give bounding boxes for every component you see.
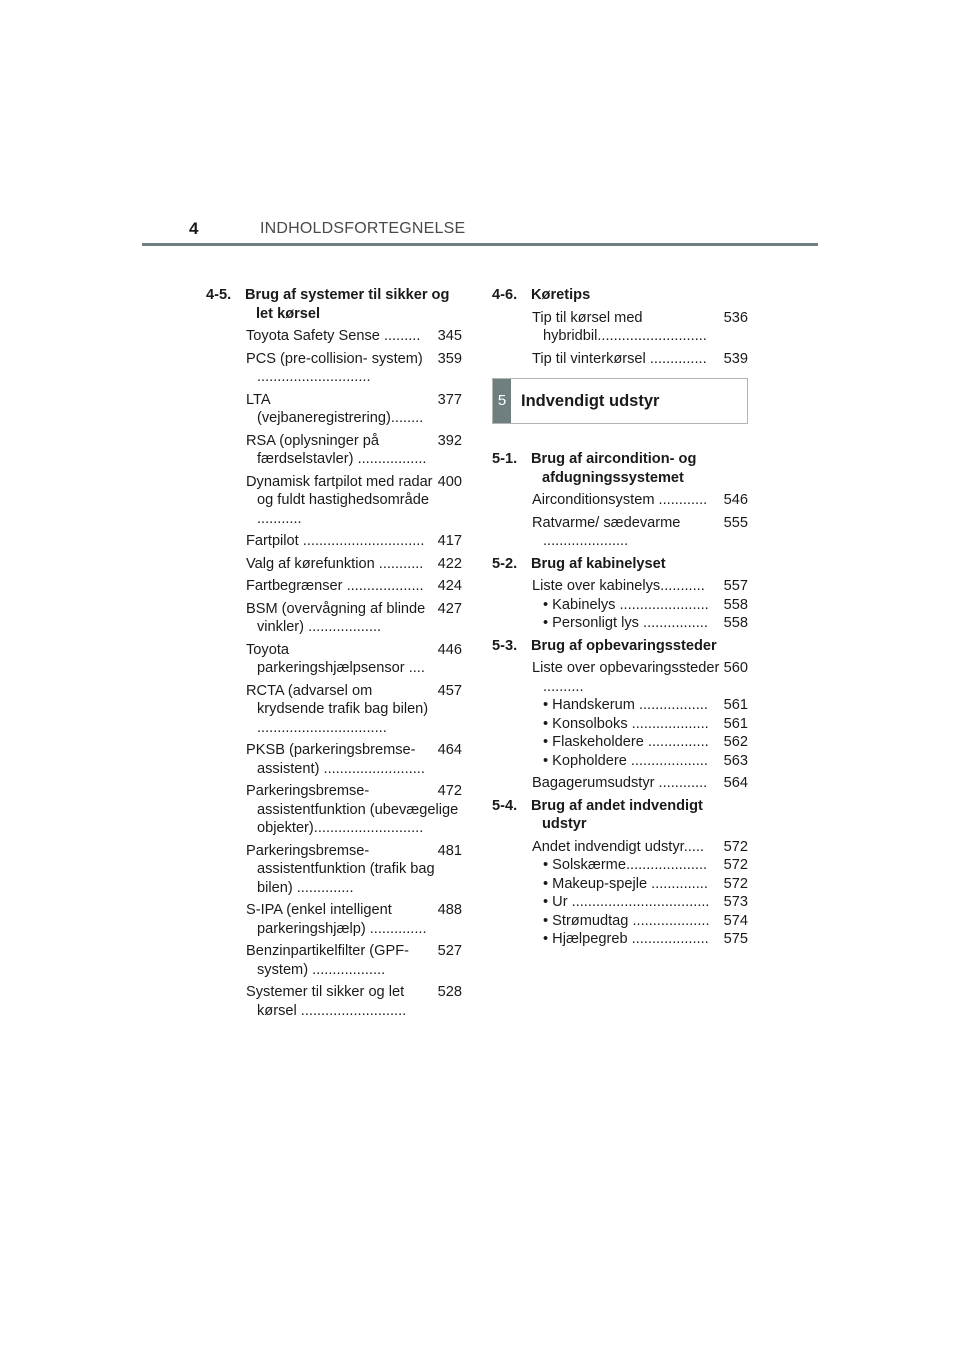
toc-entry[interactable] [246,532,462,551]
toc-entry[interactable] [246,983,462,1020]
page-ref: 557 [723,578,748,594]
page-ref: 546 [723,492,748,508]
page-header [142,216,818,248]
dot-leader: ..................... [543,533,629,549]
dot-leader: ..... [683,838,704,855]
section-title: Brug af aircondition- og afdugningssystemet [531,451,697,486]
toc-entry[interactable] [532,838,748,857]
page-ref: 528 [437,984,462,1000]
page-ref: 446 [437,641,462,658]
toc-entry[interactable] [246,391,462,428]
dot-leader: ................ [643,615,708,631]
toc-entry[interactable] [246,327,462,346]
toc-entry[interactable] [246,432,462,469]
dot-leader: ............ [658,775,708,791]
dot-leader: ............... [647,734,709,750]
page-ref: 560 [723,660,748,676]
page-ref: 472 [437,783,462,799]
page-ref: 345 [437,328,462,344]
dot-leader: ................... [630,752,708,769]
dot-leader: .......................... [300,1002,407,1019]
toc-subentry[interactable] [543,912,748,931]
dot-leader: .............. [649,350,707,367]
page-ref: 573 [723,894,748,910]
entry-text: Parkeringsbremse- assistentfunktion (ubevægelige objekter) [246,783,459,836]
toc-subentry[interactable] [543,596,748,615]
chapter-title: Indvendigt udstyr [521,391,660,410]
dot-leader: .............. [296,879,354,896]
toc-entry[interactable] [246,350,462,387]
page-ref: 572 [723,857,748,873]
page-ref: 464 [437,742,462,758]
entry-text: PCS (pre-collision- system) [246,350,423,367]
page-ref: 424 [437,578,462,594]
toc-subentry[interactable] [543,733,748,752]
section-heading [492,637,748,656]
section-heading [492,555,748,574]
entry-text: Airconditionsystem [532,492,659,508]
entry-text: Parkeringsbremse- assistentfunktion (trafik bag bilen) [246,842,435,896]
entry-text: • Solskærme [543,857,626,873]
toc-entry[interactable] [246,901,462,938]
dot-leader: ........................... [597,328,707,344]
dot-leader: ................... [631,931,709,947]
entry-text: • Hjælpegreb [543,931,632,947]
page-ref: 563 [723,752,748,769]
entry-text: Fartpilot [246,533,303,549]
entry-text: • Handskerum [543,697,639,713]
section-number: 4-6. [492,287,518,303]
toc-entry[interactable] [246,782,462,838]
section-number: 5-4. [492,797,518,814]
section-number: 4-5. [206,287,232,303]
page-ref: 488 [437,902,462,918]
section-title: Brug af andet indvendigt udstyr [531,797,703,832]
toc-entry[interactable] [532,309,748,346]
entry-text: • Makeup-spejle [543,875,652,892]
entry-text: PKSB (parkeringsbremse- assistent) [246,742,416,777]
section-heading [492,286,748,305]
dot-leader: ........... [378,555,424,572]
page-ref: 562 [723,734,748,750]
dot-leader: .... [408,660,425,676]
entry-text: • Kopholdere [543,752,631,769]
page-ref: 558 [723,596,748,613]
toc-entries [492,309,748,369]
dot-leader: ................................ [257,719,387,736]
dot-leader: ......... [383,328,421,344]
toc-entry[interactable] [246,555,462,574]
toc-subentries [492,596,748,633]
entry-text: Valg af kørefunktion [246,555,379,572]
section-title: Brug af systemer til sikker og let kørsel [245,287,450,322]
dot-leader: .................. [308,619,382,635]
entry-text: • Ur [543,894,572,910]
section-heading [492,797,748,834]
entry-text: Bagagerumsudstyr [532,775,659,791]
page-ref: 400 [437,473,462,490]
dot-leader: .............................. [302,533,425,549]
entry-text: S-IPA (enkel intelligent parkeringshjælp) [246,902,392,937]
section-title: Brug af kabinelyset [531,555,666,572]
dot-leader: ................. [357,451,427,467]
header-rule [142,243,818,246]
section-number: 5-1. [492,451,518,467]
dot-leader: ........................... [313,820,424,836]
toc-subentry[interactable] [543,875,748,894]
section-title: Brug af opbevaringssteder [531,637,717,654]
entry-text: Ratvarme/ sædevarme [532,514,681,531]
toc-subentries [492,856,748,949]
section-heading [492,450,748,487]
page-ref: 572 [723,875,748,892]
page-ref: 564 [723,775,748,791]
section-title: Køretips [531,287,591,303]
toc-entry[interactable] [532,514,748,551]
entry-text: Tip til kørsel med hybridbil [532,309,643,344]
toc-entry[interactable] [532,350,748,369]
toc-entry[interactable] [246,682,462,738]
page-ref: 457 [437,682,462,699]
toc-entry[interactable] [532,491,748,510]
entry-text: Dynamisk fartpilot med radar og fuldt hastighedsområde [246,473,433,508]
page-ref: 359 [437,350,462,367]
dot-leader: .................... [625,857,708,873]
entry-text: Andet indvendigt udstyr [532,838,684,855]
section-heading [206,286,462,323]
toc-left-column [206,286,462,1024]
entry-text: • Flaskeholdere [543,734,648,750]
toc-right-column [492,286,748,953]
page-ref: 536 [723,309,748,326]
entry-text: Liste over opbevaringssteder [532,660,720,676]
dot-leader: ........... [660,578,705,594]
toc-entries [492,659,748,696]
page-ref: 561 [723,715,748,732]
entry-text: RCTA (advarsel om krydsende trafik bag bilen) [246,682,429,717]
toc-entry[interactable] [532,774,748,793]
dot-leader: ........ [390,410,424,426]
toc-entry[interactable] [246,641,462,678]
entry-text: Tip til vinterkørsel [532,350,650,367]
toc-entries [492,491,748,551]
entry-text: RSA (oplysninger på færdselstavler) [246,432,380,467]
entry-text: • Personligt lys [543,615,644,631]
toc-subentry[interactable] [543,752,748,771]
entry-text: LTA (vejbaneregistrering) [246,391,391,426]
toc-entries [206,327,462,1020]
toc-subentry[interactable] [543,856,748,875]
dot-leader: ................... [631,715,709,732]
entry-text: Toyota parkeringshjælpsensor [246,641,409,676]
toc-subentry[interactable] [543,614,748,633]
entry-text: • Strømudtag [543,912,633,929]
page-ref: 377 [437,391,462,408]
page-ref: 422 [437,555,462,572]
entry-text: • Kabinelys [543,596,620,613]
dot-leader: .............. [369,920,427,937]
entry-text: Systemer til sikker og let kørsel [246,984,405,1019]
section-number: 5-3. [492,637,518,654]
page-ref: 481 [437,842,462,859]
page-number: 4 [189,219,199,238]
page-ref: 427 [437,600,462,617]
dot-leader: ...................... [619,596,709,613]
dot-leader: ............................ [257,369,371,385]
dot-leader: ........... [257,510,302,527]
page-ref: 527 [437,943,462,959]
header-title: INDHOLDSFORTEGNELSE [260,220,466,237]
dot-leader: ............ [658,492,708,508]
entry-text: Toyota Safety Sense [246,328,384,344]
page-ref: 555 [723,514,748,531]
toc-subentry[interactable] [543,715,748,734]
toc-entry[interactable] [246,577,462,596]
toc-entry[interactable] [246,942,462,979]
toc-entry[interactable] [532,577,748,596]
dot-leader: .............. [651,875,708,892]
entry-text: BSM (overvågning af blinde vinkler) [246,600,426,635]
section-number: 5-2. [492,555,518,572]
page-ref: 539 [723,350,748,367]
dot-leader: .................................. [571,894,710,910]
entry-text: Benzinpartikelfilter (GPF-system) [246,943,410,978]
entry-text: Fartbegrænser [246,578,347,594]
dot-leader: ................... [632,912,710,929]
chapter-number: 5 [493,379,511,423]
dot-leader: .......... [543,678,584,695]
entry-text: Liste over kabinelys [532,578,661,594]
page-ref: 558 [723,615,748,631]
entry-text: • Konsolboks [543,715,632,732]
chapter-banner [492,378,748,424]
page-ref: 417 [437,533,462,549]
toc-entries [492,838,748,857]
page-ref: 572 [723,838,748,855]
page-ref: 561 [723,697,748,713]
toc-entry[interactable] [246,842,462,898]
toc-entry[interactable] [246,600,462,637]
dot-leader: ................. [638,697,708,713]
dot-leader: .................. [312,961,386,978]
toc-subentry[interactable] [543,893,748,912]
dot-leader: ................... [346,578,424,594]
dot-leader: ......................... [323,760,425,777]
toc-entry[interactable] [246,741,462,778]
toc-entry[interactable] [246,473,462,529]
page-ref: 575 [723,931,748,947]
toc-entries [492,577,748,596]
toc-entries [492,774,748,793]
toc-subentry[interactable] [543,696,748,715]
toc-subentries [492,696,748,770]
page-ref: 392 [437,432,462,449]
page-ref: 574 [723,912,748,929]
toc-subentry[interactable] [543,930,748,949]
toc-entry[interactable] [532,659,748,696]
